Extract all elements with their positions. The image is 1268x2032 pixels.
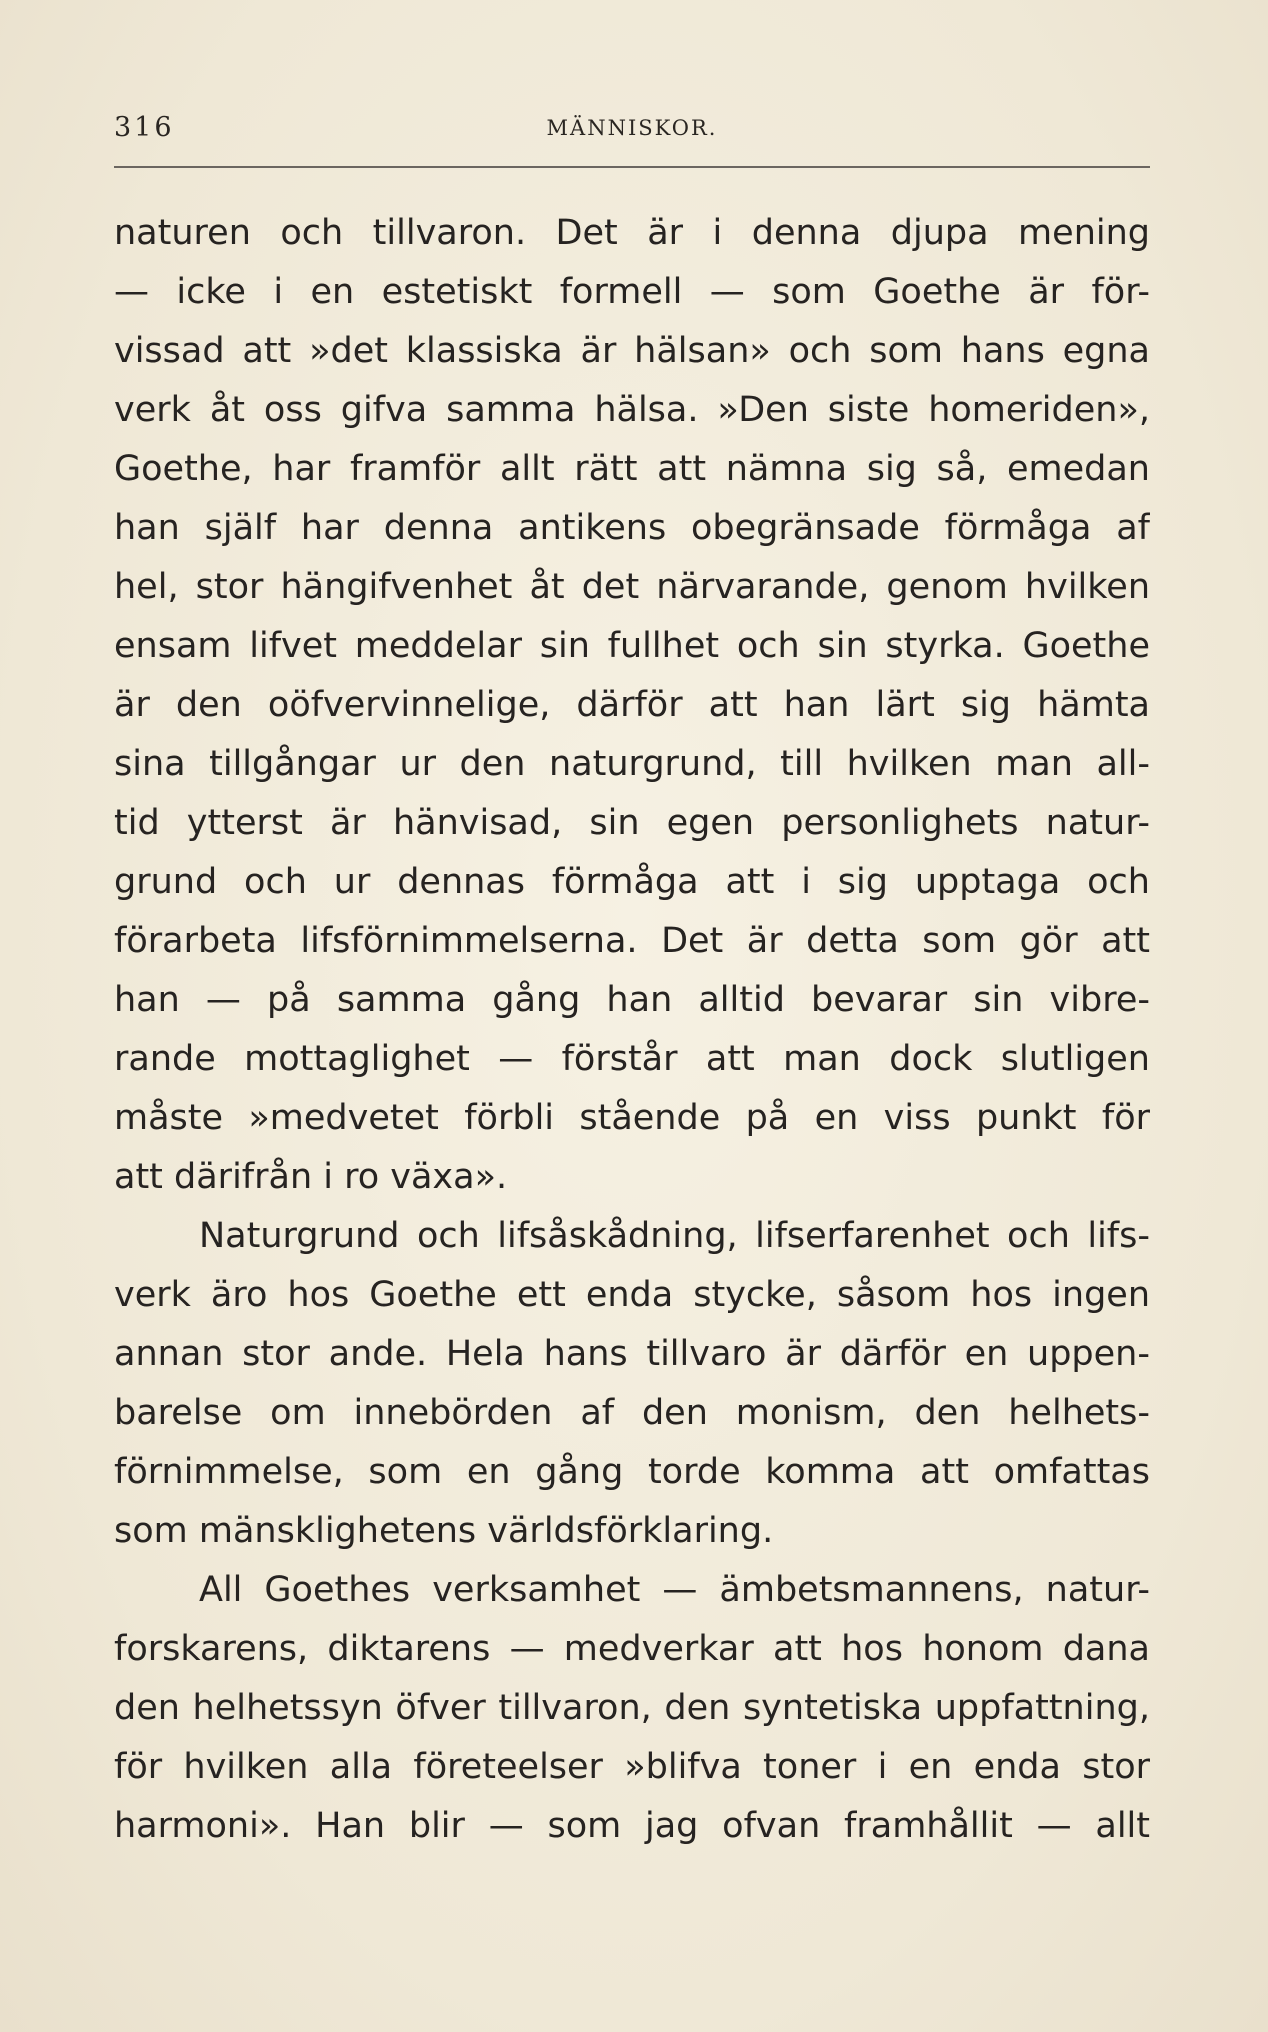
text-line: som mänsklighetens världsförklaring. — [114, 1511, 774, 1551]
text-line: förarbeta lifsförnimmelserna. Det är detta som gör att — [114, 921, 1150, 961]
text-line: förnimmelse, som en gång torde komma att omfattas — [114, 1452, 1150, 1492]
page-header — [114, 112, 1150, 152]
text-line: grund och ur dennas förmåga att i sig upptaga och — [114, 862, 1150, 902]
text-line: för hvilken alla företeelser »blifva toner i en enda stor — [114, 1747, 1150, 1787]
text-line: verk åt oss gifva samma hälsa. »Den siste homeriden», — [114, 390, 1150, 430]
text-line: han själf har denna antikens obegränsade förmåga af — [114, 508, 1150, 548]
text-line: tid ytterst är hänvisad, sin egen personlighets natur- — [114, 803, 1150, 843]
text-line: sina tillgångar ur den naturgrund, till hvilken man all- — [114, 744, 1150, 784]
header-rule — [114, 166, 1150, 168]
text-line: måste »medvetet förbli stående på en viss punkt för — [114, 1098, 1150, 1138]
text-line: naturen och tillvaron. Det är i denna djupa mening — [114, 213, 1150, 253]
text-line: barelse om innebörden af den monism, den helhets- — [114, 1393, 1150, 1433]
page-number: 316 — [114, 112, 175, 143]
running-head: MÄNNISKOR. — [546, 116, 718, 140]
text-line: All Goethes verksamhet — ämbetsmannens, natur- — [199, 1570, 1150, 1610]
text-line: forskarens, diktarens — medverkar att hos honom dana — [114, 1629, 1150, 1669]
text-line: Goethe, har framför allt rätt att nämna sig så, emedan — [114, 449, 1150, 489]
text-line: rande mottaglighet — förstår att man dock slutligen — [114, 1039, 1150, 1079]
text-line: Naturgrund och lifsåskådning, lifserfarenhet och lifs- — [199, 1216, 1150, 1256]
text-line: att därifrån i ro växa». — [114, 1157, 508, 1197]
text-line: harmoni». Han blir — som jag ofvan framhållit — allt — [114, 1806, 1150, 1846]
text-line: verk äro hos Goethe ett enda stycke, såsom hos ingen — [114, 1275, 1150, 1315]
text-line: den helhetssyn öfver tillvaron, den syntetiska uppfattning, — [114, 1688, 1150, 1728]
text-line: han — på samma gång han alltid bevarar sin vibre- — [114, 980, 1150, 1020]
text-line: hel, stor hängifvenhet åt det närvarande, genom hvilken — [114, 567, 1150, 607]
text-line: ensam lifvet meddelar sin fullhet och sin styrka. Goethe — [114, 626, 1150, 666]
text-line: är den oöfvervinnelige, därför att han lärt sig hämta — [114, 685, 1150, 725]
text-line: — icke i en estetiskt formell — som Goethe är för- — [114, 272, 1150, 312]
text-line: annan stor ande. Hela hans tillvaro är därför en uppen- — [114, 1334, 1150, 1374]
body-text — [114, 204, 1150, 1856]
text-line: vissad att »det klassiska är hälsan» och som hans egna — [114, 331, 1150, 371]
